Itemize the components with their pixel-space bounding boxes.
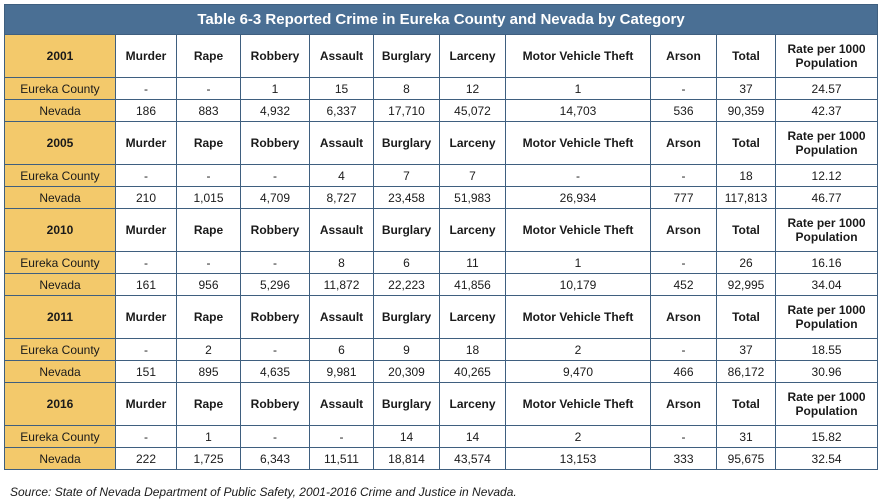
table-cell: - [116, 339, 177, 361]
table-cell: 6,337 [310, 100, 374, 122]
column-header: Burglary [374, 383, 440, 426]
column-header: Larceny [440, 35, 506, 78]
table-title: Table 6-3 Reported Crime in Eureka County and Nevada by Category [5, 5, 878, 35]
column-header: Rate per 1000 Population [776, 35, 878, 78]
table-cell: 92,995 [717, 274, 776, 296]
table-cell: 18 [717, 165, 776, 187]
column-header: Arson [651, 35, 717, 78]
table-cell: 11,872 [310, 274, 374, 296]
table-cell: 15.82 [776, 426, 878, 448]
year-header-row [5, 35, 878, 78]
table-row [5, 187, 878, 209]
column-header: Rate per 1000 Population [776, 296, 878, 339]
table-cell: 452 [651, 274, 717, 296]
table-cell: 151 [116, 361, 177, 383]
table-row [5, 165, 878, 187]
table-cell: - [241, 339, 310, 361]
source-note: Source: State of Nevada Department of Public Safety, 2001-2016 Crime and Justice in Nevada. [10, 485, 517, 499]
year-label: 2001 [5, 35, 116, 78]
table-cell: - [310, 426, 374, 448]
table-cell: 46.77 [776, 187, 878, 209]
column-header: Rape [177, 209, 241, 252]
year-header-row [5, 122, 878, 165]
column-header: Robbery [241, 383, 310, 426]
table-cell: 1 [506, 252, 651, 274]
table-cell: 186 [116, 100, 177, 122]
table-cell: 40,265 [440, 361, 506, 383]
table-cell: 1,725 [177, 448, 241, 470]
column-header: Total [717, 35, 776, 78]
column-header: Murder [116, 296, 177, 339]
year-label: 2011 [5, 296, 116, 339]
table-cell: 883 [177, 100, 241, 122]
table-cell: 6 [310, 339, 374, 361]
table-cell: 117,813 [717, 187, 776, 209]
row-label: Eureka County [5, 252, 116, 274]
table-cell: 11,511 [310, 448, 374, 470]
column-header: Burglary [374, 122, 440, 165]
table-cell: 4,932 [241, 100, 310, 122]
table-cell: - [651, 252, 717, 274]
table-cell: 86,172 [717, 361, 776, 383]
column-header: Arson [651, 209, 717, 252]
table-cell: 32.54 [776, 448, 878, 470]
table-cell: 95,675 [717, 448, 776, 470]
table-cell: 51,983 [440, 187, 506, 209]
table-cell: 7 [440, 165, 506, 187]
table-cell: - [241, 165, 310, 187]
column-header: Murder [116, 122, 177, 165]
table-cell: 6,343 [241, 448, 310, 470]
table-cell: 22,223 [374, 274, 440, 296]
year-label: 2016 [5, 383, 116, 426]
column-header: Assault [310, 296, 374, 339]
table-cell: 42.37 [776, 100, 878, 122]
table-cell: 26 [717, 252, 776, 274]
table-cell: - [116, 426, 177, 448]
year-header-row [5, 383, 878, 426]
table-cell: 2 [506, 426, 651, 448]
row-label: Eureka County [5, 78, 116, 100]
table-cell: - [506, 165, 651, 187]
table-row [5, 274, 878, 296]
column-header: Arson [651, 383, 717, 426]
table-cell: 14 [440, 426, 506, 448]
year-header-row [5, 209, 878, 252]
table-cell: - [116, 78, 177, 100]
table-cell: 895 [177, 361, 241, 383]
table-cell: 11 [440, 252, 506, 274]
column-header: Motor Vehicle Theft [506, 209, 651, 252]
table-cell: 23,458 [374, 187, 440, 209]
table-cell: 37 [717, 78, 776, 100]
table-cell: 9 [374, 339, 440, 361]
column-header: Assault [310, 122, 374, 165]
column-header: Larceny [440, 296, 506, 339]
table-cell: 9,470 [506, 361, 651, 383]
table-cell: - [651, 78, 717, 100]
column-header: Murder [116, 35, 177, 78]
table-cell: - [116, 252, 177, 274]
table-cell: 6 [374, 252, 440, 274]
table-cell: 41,856 [440, 274, 506, 296]
row-label: Nevada [5, 361, 116, 383]
column-header: Motor Vehicle Theft [506, 122, 651, 165]
table-cell: 12 [440, 78, 506, 100]
table-cell: - [241, 252, 310, 274]
row-label: Eureka County [5, 165, 116, 187]
table-cell: 161 [116, 274, 177, 296]
table-cell: - [651, 339, 717, 361]
column-header: Total [717, 122, 776, 165]
year-label: 2010 [5, 209, 116, 252]
table-cell: 18 [440, 339, 506, 361]
table-cell: 20,309 [374, 361, 440, 383]
column-header: Assault [310, 35, 374, 78]
table-cell: 17,710 [374, 100, 440, 122]
table-cell: - [241, 426, 310, 448]
table-cell: 18,814 [374, 448, 440, 470]
column-header: Burglary [374, 296, 440, 339]
column-header: Burglary [374, 35, 440, 78]
column-header: Assault [310, 383, 374, 426]
table-cell: - [177, 78, 241, 100]
column-header: Murder [116, 209, 177, 252]
year-header-row [5, 296, 878, 339]
column-header: Arson [651, 296, 717, 339]
column-header: Total [717, 296, 776, 339]
table-cell: 8 [310, 252, 374, 274]
table-cell: - [177, 252, 241, 274]
table-cell: 10,179 [506, 274, 651, 296]
table-cell: 9,981 [310, 361, 374, 383]
table-cell: 210 [116, 187, 177, 209]
column-header: Rape [177, 35, 241, 78]
column-header: Rape [177, 122, 241, 165]
row-label: Nevada [5, 274, 116, 296]
table-row [5, 252, 878, 274]
table-cell: 956 [177, 274, 241, 296]
table-cell: 5,296 [241, 274, 310, 296]
column-header: Rate per 1000 Population [776, 122, 878, 165]
table-cell: 222 [116, 448, 177, 470]
table-cell: 14 [374, 426, 440, 448]
table-row [5, 100, 878, 122]
column-header: Total [717, 209, 776, 252]
table-cell: 333 [651, 448, 717, 470]
table-cell: - [651, 426, 717, 448]
table-cell: 43,574 [440, 448, 506, 470]
column-header: Rate per 1000 Population [776, 209, 878, 252]
table-row [5, 361, 878, 383]
column-header: Arson [651, 122, 717, 165]
row-label: Eureka County [5, 339, 116, 361]
column-header: Motor Vehicle Theft [506, 296, 651, 339]
column-header: Total [717, 383, 776, 426]
table-cell: 13,153 [506, 448, 651, 470]
table-cell: 4,709 [241, 187, 310, 209]
table-cell: 14,703 [506, 100, 651, 122]
column-header: Assault [310, 209, 374, 252]
table-cell: 24.57 [776, 78, 878, 100]
table-row [5, 78, 878, 100]
crime-table [4, 4, 878, 470]
table-cell: 16.16 [776, 252, 878, 274]
table-cell: 4,635 [241, 361, 310, 383]
table-cell: 15 [310, 78, 374, 100]
table-cell: 1 [506, 78, 651, 100]
column-header: Burglary [374, 209, 440, 252]
column-header: Rape [177, 296, 241, 339]
table-cell: 31 [717, 426, 776, 448]
table-cell: 37 [717, 339, 776, 361]
crime-table-container [4, 4, 877, 499]
table-cell: - [116, 165, 177, 187]
row-label: Nevada [5, 187, 116, 209]
table-cell: - [177, 165, 241, 187]
table-row [5, 448, 878, 470]
column-header: Motor Vehicle Theft [506, 35, 651, 78]
table-cell: 4 [310, 165, 374, 187]
column-header: Larceny [440, 122, 506, 165]
table-row [5, 426, 878, 448]
table-cell: 1 [177, 426, 241, 448]
table-cell: 8 [374, 78, 440, 100]
column-header: Robbery [241, 35, 310, 78]
column-header: Robbery [241, 209, 310, 252]
row-label: Nevada [5, 448, 116, 470]
year-label: 2005 [5, 122, 116, 165]
column-header: Motor Vehicle Theft [506, 383, 651, 426]
table-cell: 34.04 [776, 274, 878, 296]
column-header: Robbery [241, 122, 310, 165]
table-cell: - [651, 165, 717, 187]
table-cell: 7 [374, 165, 440, 187]
table-cell: 45,072 [440, 100, 506, 122]
table-cell: 1 [241, 78, 310, 100]
row-label: Nevada [5, 100, 116, 122]
table-cell: 2 [177, 339, 241, 361]
column-header: Robbery [241, 296, 310, 339]
table-cell: 2 [506, 339, 651, 361]
table-cell: 8,727 [310, 187, 374, 209]
table-cell: 90,359 [717, 100, 776, 122]
row-label: Eureka County [5, 426, 116, 448]
table-cell: 12.12 [776, 165, 878, 187]
column-header: Larceny [440, 209, 506, 252]
table-cell: 466 [651, 361, 717, 383]
table-cell: 777 [651, 187, 717, 209]
table-cell: 18.55 [776, 339, 878, 361]
table-cell: 1,015 [177, 187, 241, 209]
column-header: Murder [116, 383, 177, 426]
column-header: Larceny [440, 383, 506, 426]
table-cell: 536 [651, 100, 717, 122]
table-cell: 26,934 [506, 187, 651, 209]
table-cell: 30.96 [776, 361, 878, 383]
column-header: Rape [177, 383, 241, 426]
column-header: Rate per 1000 Population [776, 383, 878, 426]
table-row [5, 339, 878, 361]
